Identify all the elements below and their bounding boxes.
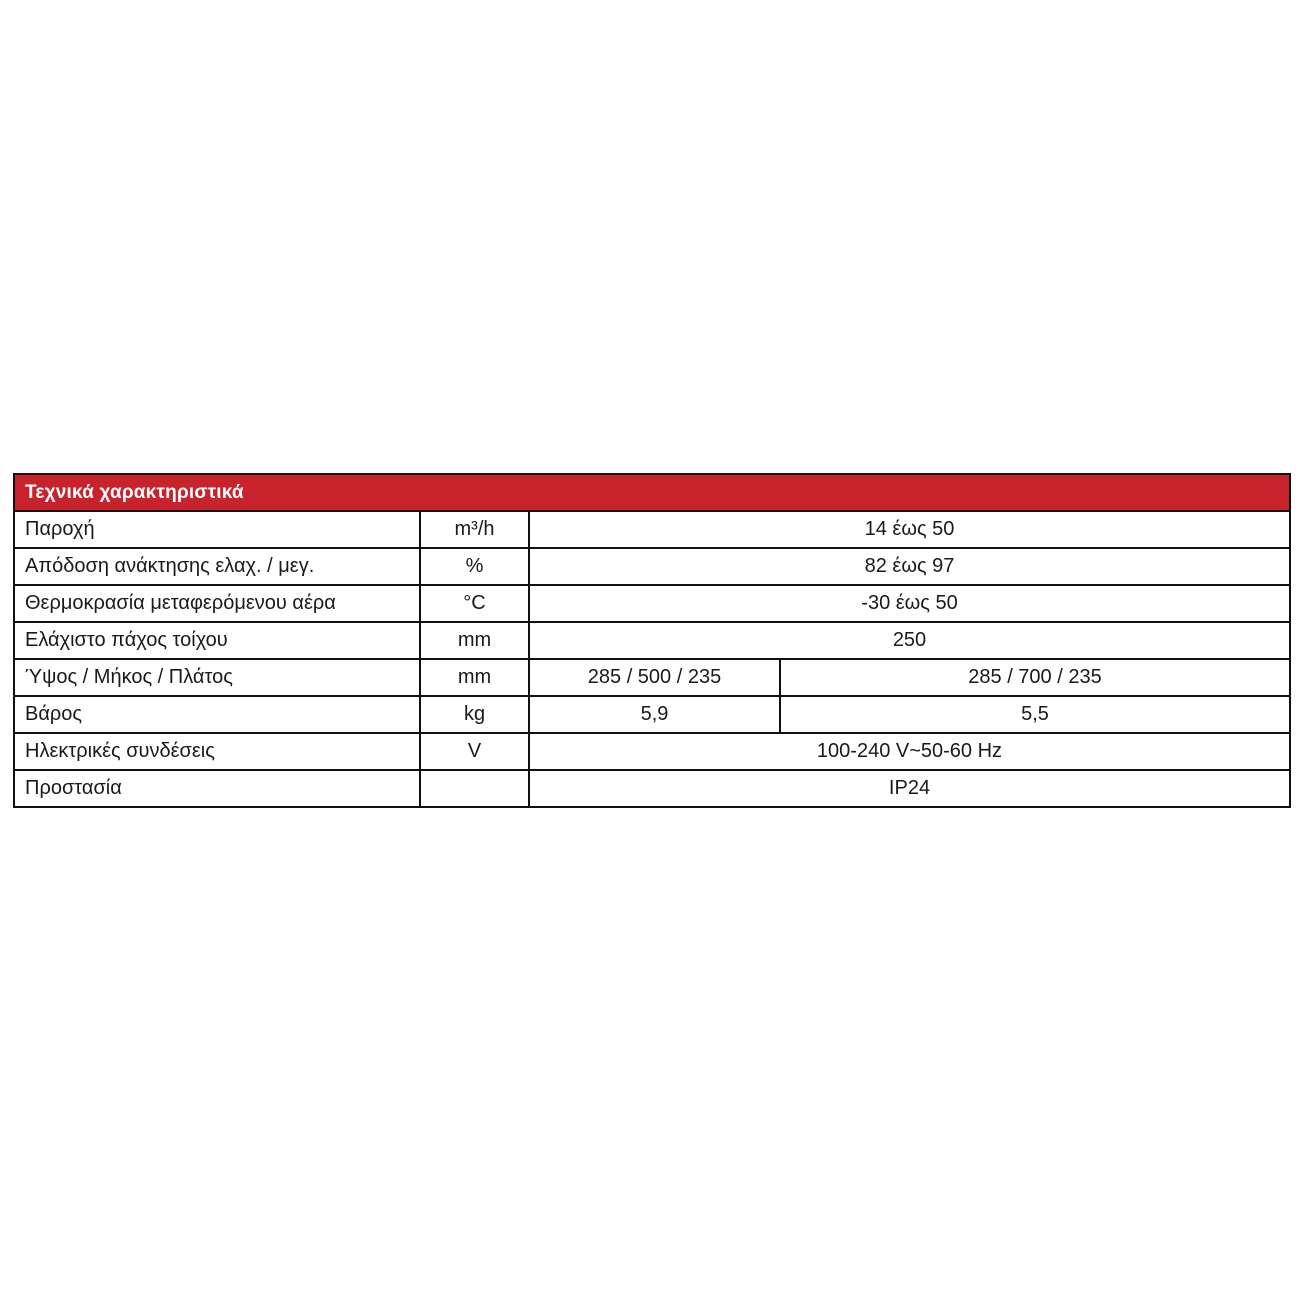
row-label: Θερμοκρασία μεταφερόμενου αέρα <box>14 585 420 622</box>
row-value: 14 έως 50 <box>529 511 1290 548</box>
table-header-row <box>14 474 1290 511</box>
row-value-model-2: 285 / 700 / 235 <box>780 659 1290 696</box>
row-unit: °C <box>420 585 529 622</box>
row-unit: m³/h <box>420 511 529 548</box>
row-value: IP24 <box>529 770 1290 807</box>
row-value: 250 <box>529 622 1290 659</box>
table-row <box>14 659 1290 696</box>
table-row <box>14 548 1290 585</box>
table-row <box>14 733 1290 770</box>
row-label: Ύψος / Μήκος / Πλάτος <box>14 659 420 696</box>
technical-specs-table <box>13 473 1291 808</box>
row-unit: kg <box>420 696 529 733</box>
row-value-model-2: 5,5 <box>780 696 1290 733</box>
row-label: Απόδοση ανάκτησης ελαχ. / μεγ. <box>14 548 420 585</box>
row-label: Βάρος <box>14 696 420 733</box>
row-value-model-1: 5,9 <box>529 696 780 733</box>
row-label: Προστασία <box>14 770 420 807</box>
table-row <box>14 511 1290 548</box>
table-row <box>14 622 1290 659</box>
row-unit: mm <box>420 659 529 696</box>
row-value: 100-240 V~50-60 Hz <box>529 733 1290 770</box>
row-value-model-1: 285 / 500 / 235 <box>529 659 780 696</box>
row-unit <box>420 770 529 807</box>
row-unit: % <box>420 548 529 585</box>
table-row <box>14 770 1290 807</box>
row-label: Ελάχιστο πάχος τοίχου <box>14 622 420 659</box>
table-row <box>14 585 1290 622</box>
row-unit: mm <box>420 622 529 659</box>
row-unit: V <box>420 733 529 770</box>
row-value: 82 έως 97 <box>529 548 1290 585</box>
table-title: Τεχνικά χαρακτηριστικά <box>14 474 1290 511</box>
table-row <box>14 696 1290 733</box>
row-label: Ηλεκτρικές συνδέσεις <box>14 733 420 770</box>
row-label: Παροχή <box>14 511 420 548</box>
row-value: -30 έως 50 <box>529 585 1290 622</box>
